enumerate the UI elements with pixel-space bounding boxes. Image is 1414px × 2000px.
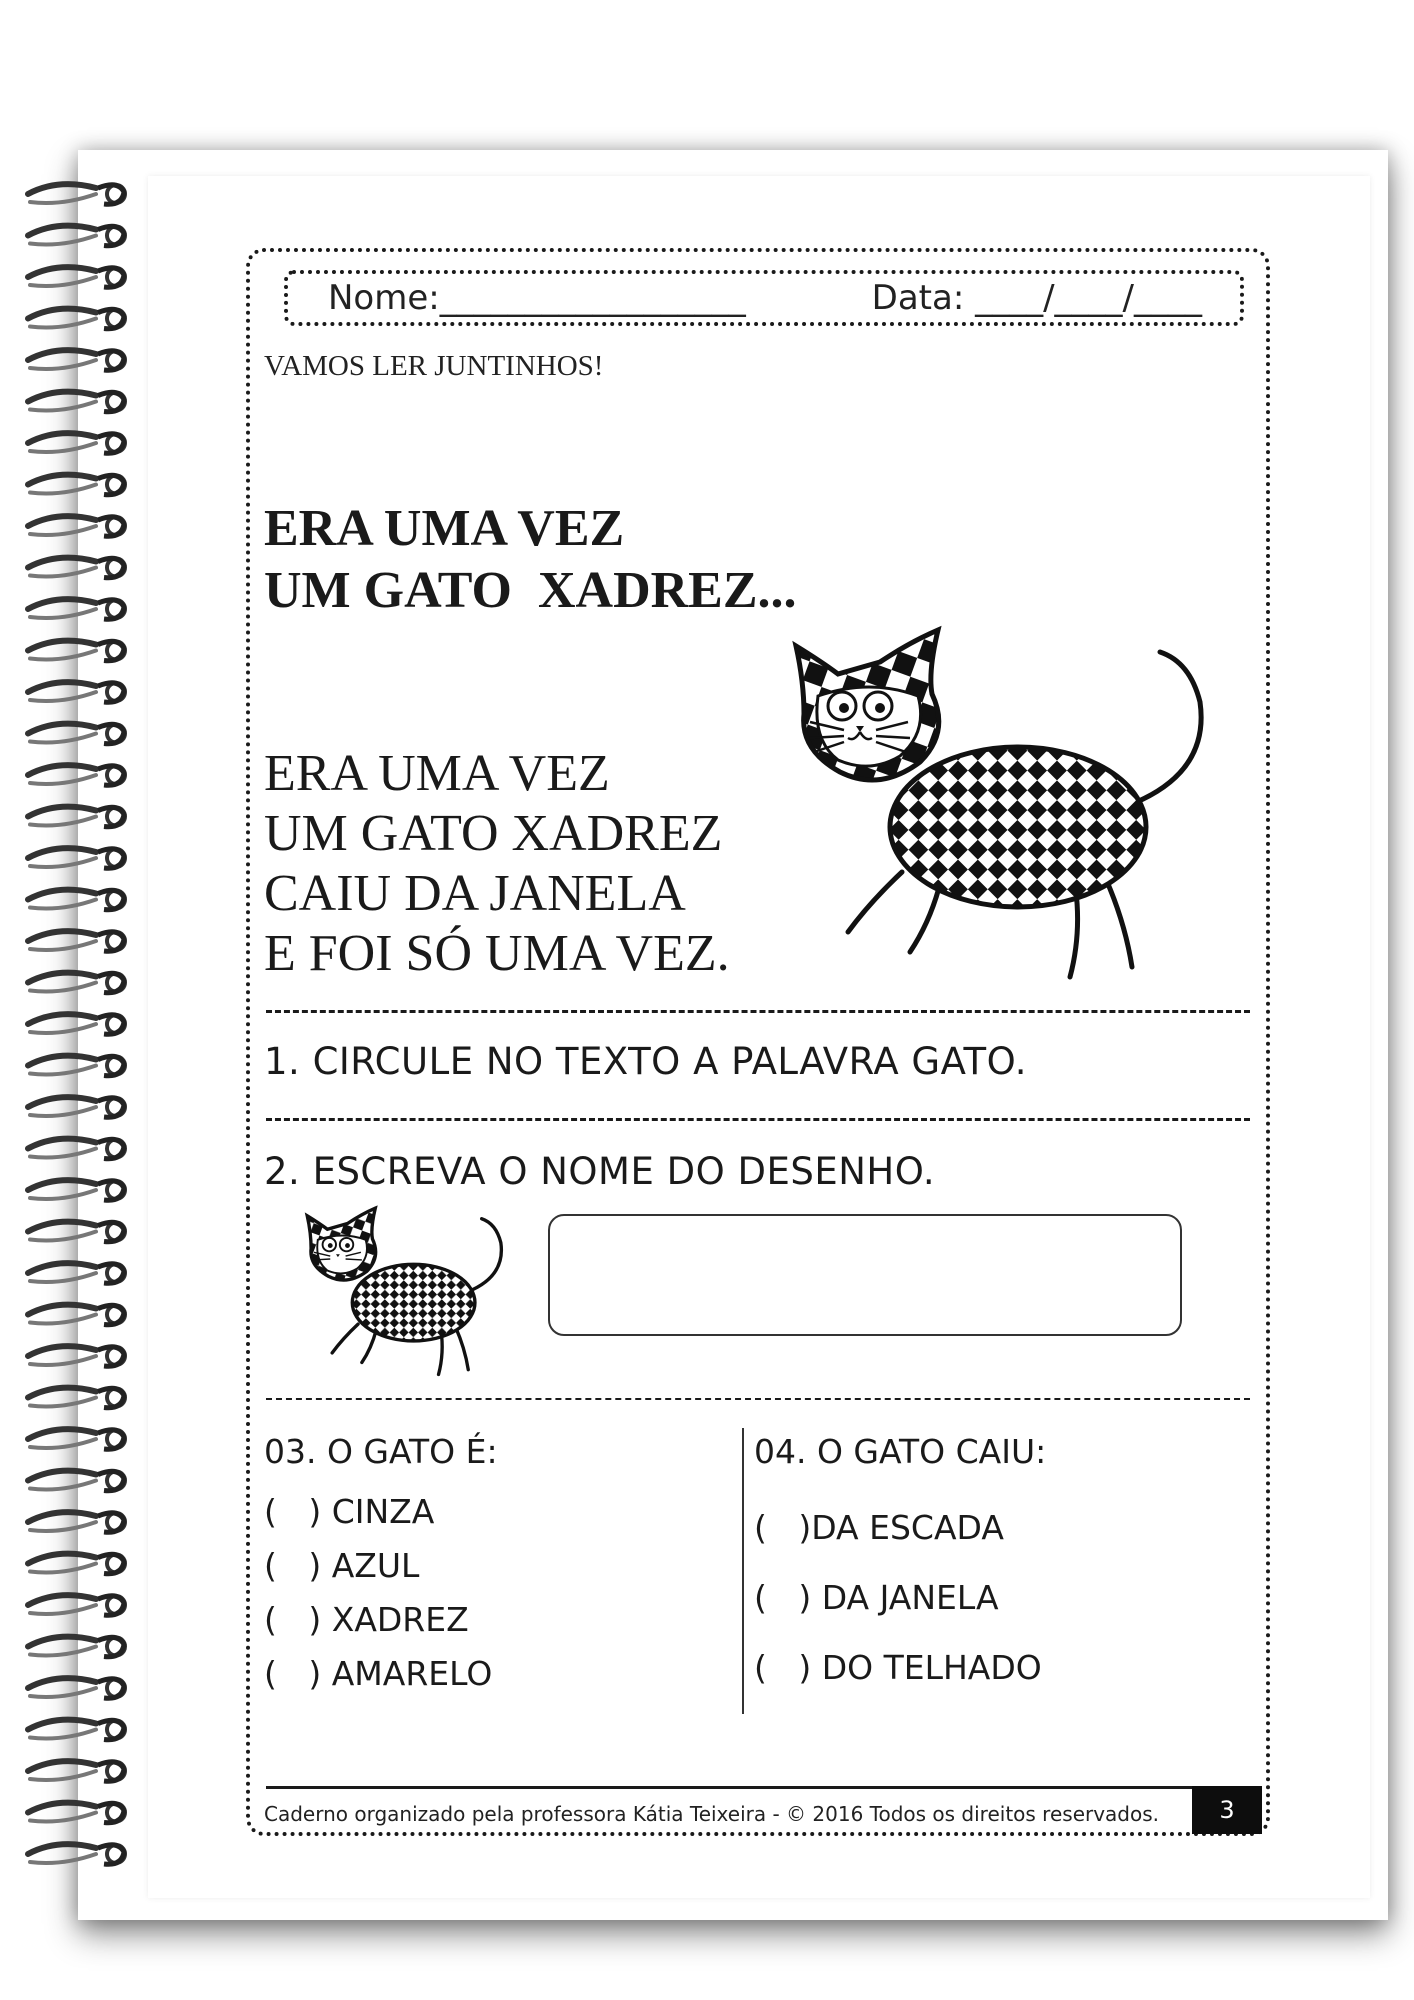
poem-line: E FOI SÓ UMA VEZ. [264, 925, 730, 982]
spiral-coil [28, 765, 125, 785]
spiral-coil [28, 1512, 125, 1532]
spiral-coil [28, 1014, 125, 1034]
option-cinza[interactable]: ( ) CINZA [264, 1492, 435, 1531]
poem-line: UM GATO XADREZ [264, 805, 723, 862]
checkered-cat-icon [760, 622, 1240, 992]
option-da-janela[interactable]: ( ) DA JANELA [754, 1578, 999, 1617]
spiral-coil [28, 724, 125, 744]
spiral-coil [28, 1263, 125, 1283]
checkered-cat-small-icon [290, 1200, 520, 1386]
option-do-telhado[interactable]: ( ) DO TELHADO [754, 1648, 1042, 1687]
poem-line: CAIU DA JANELA [264, 865, 686, 922]
section-divider [266, 1398, 1250, 1400]
spiral-coil [28, 1346, 125, 1366]
question-2: 2. ESCREVA O NOME DO DESENHO. [264, 1150, 936, 1193]
spiral-coil [28, 1554, 125, 1574]
section-divider [266, 1010, 1250, 1013]
spiral-coil [28, 1056, 125, 1076]
footer-rule [266, 1786, 1196, 1789]
spiral-coil [28, 1803, 125, 1823]
option-xadrez[interactable]: ( ) XADREZ [264, 1600, 469, 1639]
spiral-coil [28, 475, 125, 495]
spiral-coil [28, 1429, 125, 1449]
answer-box[interactable] [548, 1214, 1182, 1336]
spiral-coil [28, 1139, 125, 1159]
spiral-binding [18, 180, 138, 1900]
spiral-coil [28, 1720, 125, 1740]
spiral-coil [28, 641, 125, 661]
spiral-coil [28, 682, 125, 702]
question-1: 1. CIRCULE NO TEXTO A PALAVRA GATO. [264, 1040, 1027, 1083]
spiral-coil [28, 1305, 125, 1325]
spiral-coil [28, 1678, 125, 1698]
spiral-coil [28, 848, 125, 868]
spiral-coil [28, 309, 125, 329]
spiral-coil [28, 1180, 125, 1200]
section-divider [266, 1118, 1250, 1121]
name-date-box [284, 270, 1244, 326]
question-4-title: 04. O GATO CAIU: [754, 1432, 1047, 1471]
question-4 [754, 1432, 1046, 1703]
story-title [264, 498, 797, 622]
option-amarelo[interactable]: ( ) AMARELO [264, 1654, 493, 1693]
page-number: 3 [1192, 1786, 1262, 1834]
title-line-2: UM GATO XADREZ... [264, 562, 797, 619]
spiral-coil [28, 184, 125, 204]
spiral-coil [28, 1637, 125, 1657]
option-da-escada[interactable]: ( )DA ESCADA [754, 1508, 1004, 1547]
poem-line: ERA UMA VEZ [264, 745, 610, 802]
spiral-coil [28, 226, 125, 246]
spiral-coil [28, 516, 125, 536]
name-field[interactable]: Nome:__________________ [328, 278, 746, 318]
spiral-coil [28, 350, 125, 370]
spiral-coil [28, 807, 125, 827]
date-field[interactable]: Data: ____/____/____ [871, 278, 1202, 318]
spiral-coil [28, 931, 125, 951]
intro-text: VAMOS LER JUNTINHOS! [264, 350, 604, 382]
column-divider [742, 1428, 744, 1714]
spiral-coil [28, 1595, 125, 1615]
spiral-coil [28, 890, 125, 910]
question-3-title: 03. O GATO É: [264, 1432, 498, 1471]
spiral-coil [28, 267, 125, 287]
spiral-coil [28, 973, 125, 993]
spiral-coil [28, 1471, 125, 1491]
spiral-coil [28, 1388, 125, 1408]
spiral-coil [28, 1844, 125, 1864]
spiral-coil [28, 392, 125, 412]
option-azul[interactable]: ( ) AZUL [264, 1546, 420, 1585]
spiral-coil [28, 1761, 125, 1781]
spiral-coil [28, 1097, 125, 1117]
title-line-1: ERA UMA VEZ [264, 500, 625, 557]
spiral-coil [28, 433, 125, 453]
spiral-coil [28, 599, 125, 619]
question-3 [264, 1432, 498, 1701]
spiral-coil [28, 1222, 125, 1242]
footer-credit: Caderno organizado pela professora Kátia Teixeira - © 2016 Todos os direitos reservados. [264, 1802, 1160, 1826]
spiral-coil [28, 558, 125, 578]
poem-text [264, 744, 730, 984]
